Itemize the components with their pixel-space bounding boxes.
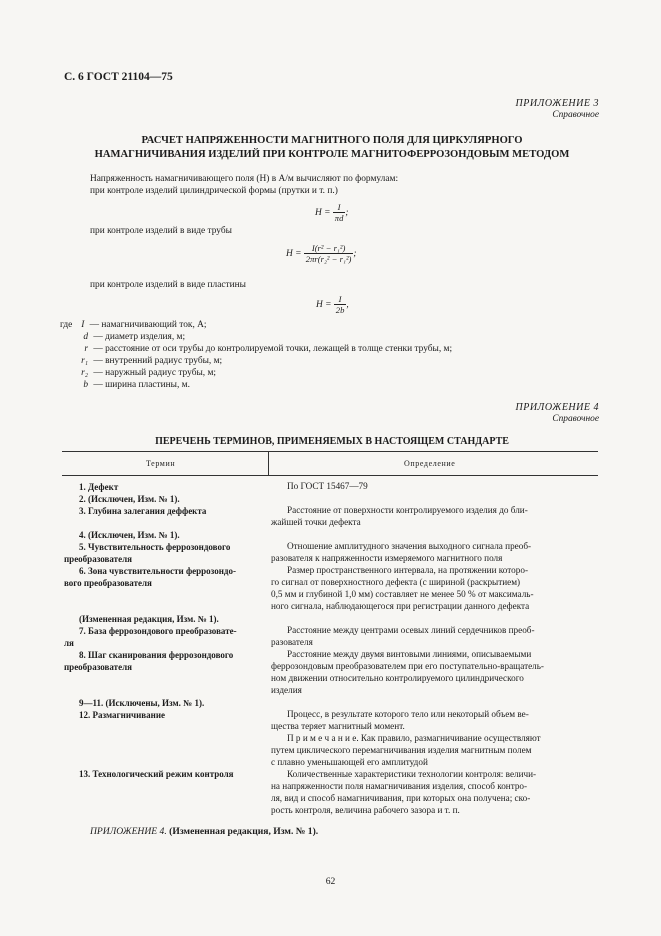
appendix3-title <box>58 134 606 162</box>
appendix4-title: ПЕРЕЧЕНЬ ТЕРМИНОВ, ПРИМЕНЯЕМЫХ В НАСТОЯЩЕМ СТАНДАРТЕ <box>155 436 509 447</box>
term-5-cont: преобразователя <box>64 554 132 564</box>
symbol-definitions <box>60 320 580 392</box>
def-6-line4: ного сигнала, наблюдающегося при регистрации данного дефекта <box>271 601 530 611</box>
formula-tube-den: 2πr(r₂² − r₁²) <box>305 254 352 265</box>
appendix4-name: ПРИЛОЖЕНИЕ 4 <box>515 402 599 413</box>
def-8-line4: изделия <box>271 685 302 695</box>
formula-plate-tail: , <box>346 300 349 311</box>
term-1: 1. Дефект <box>79 482 119 492</box>
def-text: — диаметр изделия, м; <box>93 332 186 342</box>
def-13-line3: ля, вид и способ намагничивания, при которых она получена; ско- <box>271 793 531 803</box>
term-6-cont: вого преобразователя <box>64 578 152 588</box>
def-6-line1: Размер пространственного интервала, на протяжении которо- <box>287 565 529 575</box>
def-12 <box>271 709 599 720</box>
formula-plate-num: I <box>334 294 347 305</box>
definition-row <box>60 320 580 332</box>
page-header: С. 6 ГОСТ 21104—75 <box>64 71 173 83</box>
def-8-line1: Расстояние между двумя винтовыми линиями, описываемыми <box>287 649 532 659</box>
appendix3-name: ПРИЛОЖЕНИЕ 3 <box>515 98 599 109</box>
term-8-cont: преобразователя <box>64 662 132 672</box>
def-5 <box>271 541 599 552</box>
formula-plate-lhs: H = <box>316 300 332 311</box>
term-3: 3. Глубина залегания деффекта <box>79 506 207 516</box>
intro-line2: при контроле изделий цилиндрической формы (прутки и т. п.) <box>90 186 338 196</box>
def-prefix: где <box>60 320 73 330</box>
appendix3-title-line1: РАСЧЕТ НАПРЯЖЕННОСТИ МАГНИТНОГО ПОЛЯ ДЛЯ ЦИРКУЛЯРНОГО <box>141 135 523 146</box>
def-symbol: r <box>84 344 88 354</box>
definition-row <box>60 368 580 380</box>
def-text: — расстояние от оси трубы до контролируемой точки, лежащей в толще стенки трубы, м; <box>93 344 453 354</box>
table-header-divider <box>268 451 269 475</box>
formula-tube-lhs: H = <box>286 249 302 260</box>
appendix4-change-note <box>90 826 318 838</box>
note-italic: ПРИЛОЖЕНИЕ 4. <box>90 826 167 837</box>
def-symbol: I <box>81 320 85 330</box>
formula-rod <box>315 202 349 224</box>
def-text: — намагничивающий ток, А; <box>89 320 207 330</box>
formula-tube-num: I(r² − r₁²) <box>304 243 354 254</box>
term-7: 7. База феррозондового преобразовате- <box>79 626 237 636</box>
formula-tube-tail: ; <box>353 249 357 260</box>
def-13-line2: на напряженности поля намагничивания изделия, способ контро- <box>271 781 528 791</box>
formula-rod-num: I <box>333 202 346 213</box>
formula-plate <box>316 294 349 316</box>
intro-line1: Напряженность намагничивающего поля (H) в А/м вычисляют по формулам: <box>90 174 399 184</box>
term-6-note: (Измененная редакция, Изм. № 1). <box>79 614 219 624</box>
def-symbol: b <box>83 380 88 390</box>
def-6-line3: 0,5 мм и глубиной 1,0 мм) составляет не менее 50 % от максималь- <box>271 589 534 599</box>
formula-tube-fraction <box>304 243 357 265</box>
def-7-line1: Расстояние между центрами осевых линий сердечников преоб- <box>287 625 535 635</box>
term-8: 8. Шаг сканирования феррозондового <box>79 650 234 660</box>
formula-rod-lhs: H = <box>315 208 331 219</box>
page-number: 62 <box>325 876 336 887</box>
formula-plate-den: 2b <box>335 305 345 316</box>
def-5-line1: Отношение амплитудного значения выходного сигнала преоб- <box>287 541 532 551</box>
note-bold: (Измененная редакция, Изм. № 1). <box>169 826 319 837</box>
formula-rod-den: πd <box>334 213 344 224</box>
term-4: 4. (Исключен, Изм. № 1). <box>79 530 180 540</box>
table-top-rule <box>62 451 598 452</box>
definition-row <box>60 380 580 392</box>
appendix3-label <box>516 98 600 122</box>
appendix4-sublabel: Справочное <box>552 414 599 425</box>
plate-text: при контроле изделий в виде пластины <box>90 280 246 290</box>
def-12-line2: щества теряет магнитный момент. <box>271 721 405 731</box>
definition-row <box>60 332 580 344</box>
def-8 <box>271 649 599 660</box>
def-13-line1: Количественные характеристики технологии контроля: величи- <box>287 769 537 779</box>
term-2: 2. (Исключен, Изм. № 1). <box>79 494 180 504</box>
definition-row <box>60 344 580 356</box>
def-text: — наружный радиус трубы, м; <box>93 368 216 378</box>
term-13: 13. Технологический режим контроля <box>79 769 234 779</box>
def-text: — ширина пластины, м. <box>93 380 190 390</box>
appendix4-label <box>516 402 600 426</box>
def-12-note-line1: П р и м е ч а н и е. Как правило, размагничивание осуществляют <box>287 733 541 743</box>
def-13 <box>271 769 599 780</box>
def-3-cont: жайшей точки дефекта <box>271 517 361 527</box>
definition-row <box>60 356 580 368</box>
def-5-cont: разователя к напряженности измеряемого магнитного поля <box>271 553 503 563</box>
def-7-cont: разователя <box>271 637 313 647</box>
def-1-text: По ГОСТ 15467—79 <box>287 481 368 491</box>
formula-tube <box>286 243 357 265</box>
formula-rod-fraction <box>333 202 349 224</box>
def-12-note <box>271 733 599 744</box>
column-header-definition: Определение <box>404 459 456 468</box>
def-12-note-line3: с плавно уменьшающей его амплитудой <box>271 757 428 767</box>
formula-rod-tail: ; <box>345 208 349 219</box>
def-6-line2: го сигнал от поверхностного дефекта (с шириной (раскрытием) <box>271 577 521 587</box>
def-12-line1: Процесс, в результате которого тело или некоторый объем ве- <box>287 709 529 719</box>
def-symbol: d <box>83 332 88 342</box>
formula-plate-fraction <box>334 294 347 316</box>
tube-text: при контроле изделий в виде трубы <box>90 226 232 236</box>
def-12-note-line2: путем циклического перемагничивания изделия магнитным полем <box>271 745 532 755</box>
term-7-cont: ля <box>64 638 74 648</box>
def-8-line2: феррозондовым преобразователем при его поступательно-вращатель- <box>271 661 544 671</box>
def-8-line3: ном движении относительно контролируемого цилиндрического <box>271 673 524 683</box>
term-5: 5. Чувствительность феррозондового <box>79 542 231 552</box>
table-header-rule <box>62 475 598 476</box>
def-6 <box>271 565 599 576</box>
def-1 <box>271 481 599 492</box>
def-13-line4: рость контроля, величина рабочего зазора и т. п. <box>271 805 460 815</box>
def-3-line1: Расстояние от поверхности контролируемого изделия до бли- <box>287 505 528 515</box>
def-symbol: r₁ <box>81 356 88 366</box>
term-6: 6. Зона чувствительности феррозондо- <box>79 566 236 576</box>
term-9-11: 9—11. (Исключены, Изм. № 1). <box>79 698 205 708</box>
def-symbol: r₂ <box>81 368 88 378</box>
term-12: 12. Размагничивание <box>79 710 166 720</box>
def-7 <box>271 625 599 636</box>
column-header-term: Термин <box>146 459 176 468</box>
appendix3-title-line2: НАМАГНИЧИВАНИЯ ИЗДЕЛИЙ ПРИ КОНТРОЛЕ МАГНИТОФЕРРОЗОНДОВЫМ МЕТОДОМ <box>94 148 570 160</box>
appendix3-sublabel: Справочное <box>552 110 599 121</box>
def-text: — внутренний радиус трубы, м; <box>93 356 223 366</box>
def-3 <box>271 505 599 516</box>
